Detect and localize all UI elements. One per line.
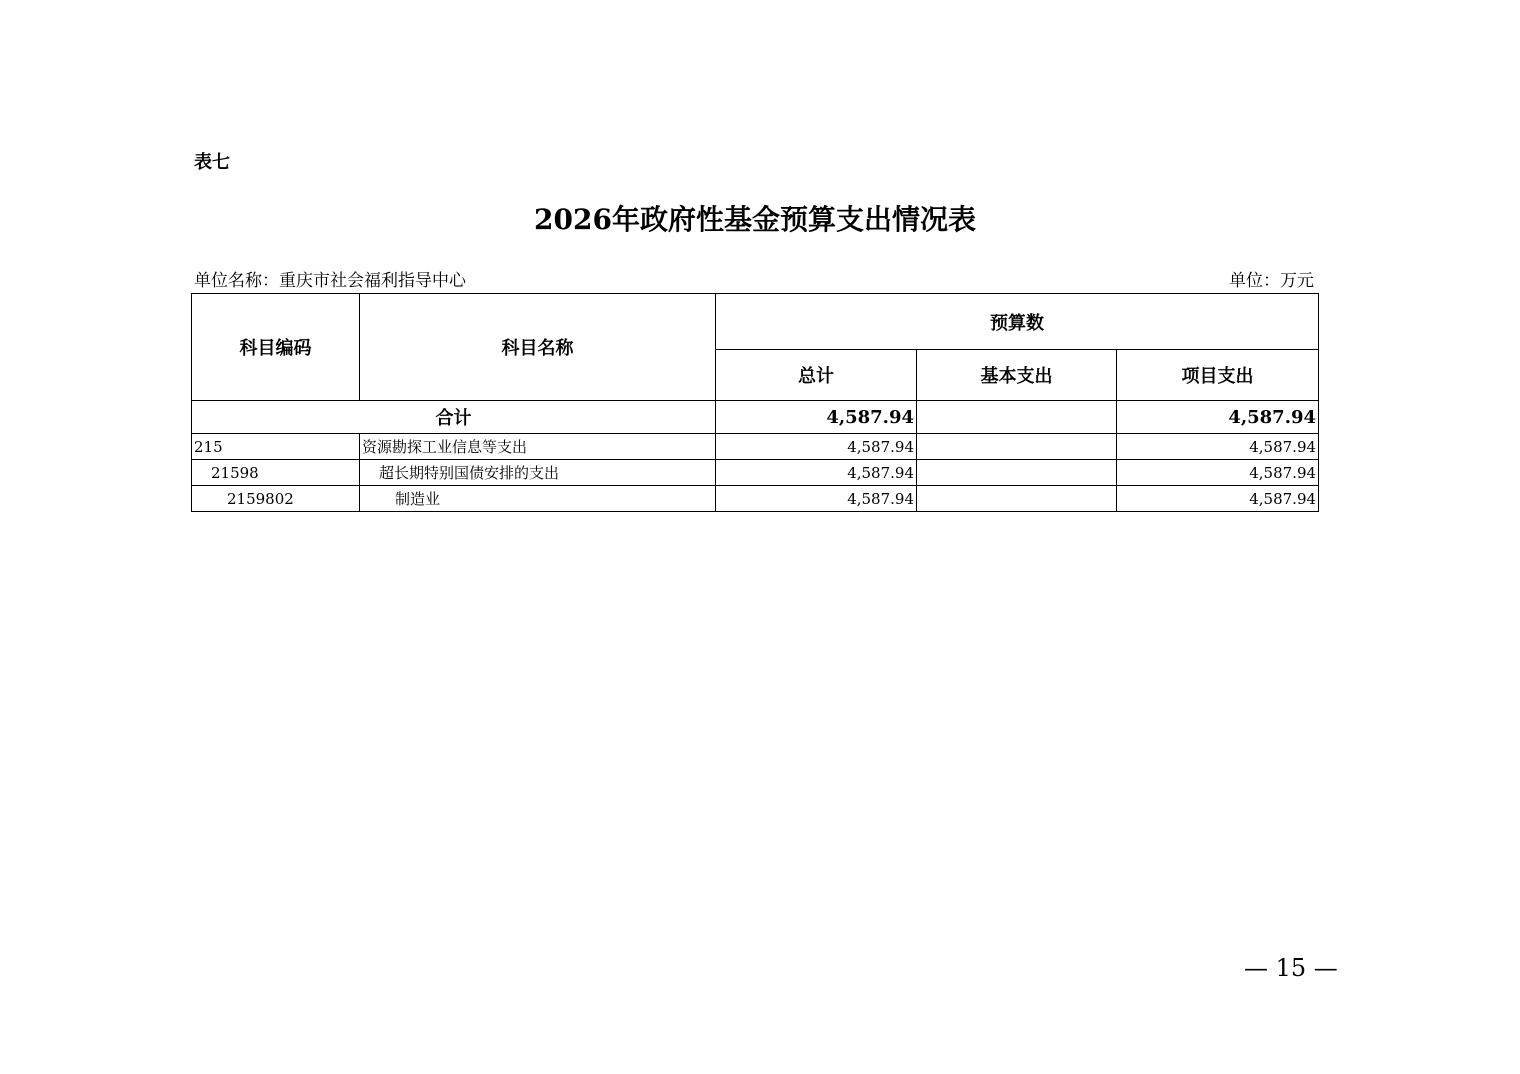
- header-basic: 基本支出: [917, 350, 1117, 401]
- total-row: [192, 401, 1319, 434]
- table-number: 表七: [194, 152, 230, 173]
- header-total: 总计: [716, 350, 917, 401]
- row-name: 超长期特别国债安排的支出: [360, 460, 716, 486]
- unit-name: 单位名称：重庆市社会福利指导中心: [194, 271, 466, 291]
- row-total: 4,587.94: [716, 434, 917, 460]
- row-basic: [917, 434, 1117, 460]
- row-basic: [917, 486, 1117, 512]
- total-project: 4,587.94: [1117, 401, 1319, 434]
- table-row: [192, 460, 1319, 486]
- total-label: 合计: [192, 401, 716, 434]
- row-total: 4,587.94: [716, 486, 917, 512]
- page-number: — 15 —: [1244, 954, 1338, 982]
- total-basic: [917, 401, 1117, 434]
- row-code: 2159802: [192, 486, 360, 512]
- row-project: 4,587.94: [1117, 460, 1319, 486]
- table-row: [192, 486, 1319, 512]
- budget-table: [191, 293, 1319, 512]
- header-budget: 预算数: [716, 294, 1319, 350]
- row-code: 215: [192, 434, 360, 460]
- header-code: 科目编码: [192, 294, 360, 401]
- row-code: 21598: [192, 460, 360, 486]
- row-project: 4,587.94: [1117, 486, 1319, 512]
- page-title: 2026年政府性基金预算支出情况表: [534, 203, 976, 236]
- header-project: 项目支出: [1117, 350, 1319, 401]
- row-name: 资源勘探工业信息等支出: [360, 434, 716, 460]
- row-total: 4,587.94: [716, 460, 917, 486]
- row-project: 4,587.94: [1117, 434, 1319, 460]
- table-row: [192, 434, 1319, 460]
- total-total: 4,587.94: [716, 401, 917, 434]
- header-name: 科目名称: [360, 294, 716, 401]
- row-name: 制造业: [360, 486, 716, 512]
- header-row: [192, 294, 1319, 350]
- currency-unit: 单位：万元: [1229, 271, 1314, 291]
- row-basic: [917, 460, 1117, 486]
